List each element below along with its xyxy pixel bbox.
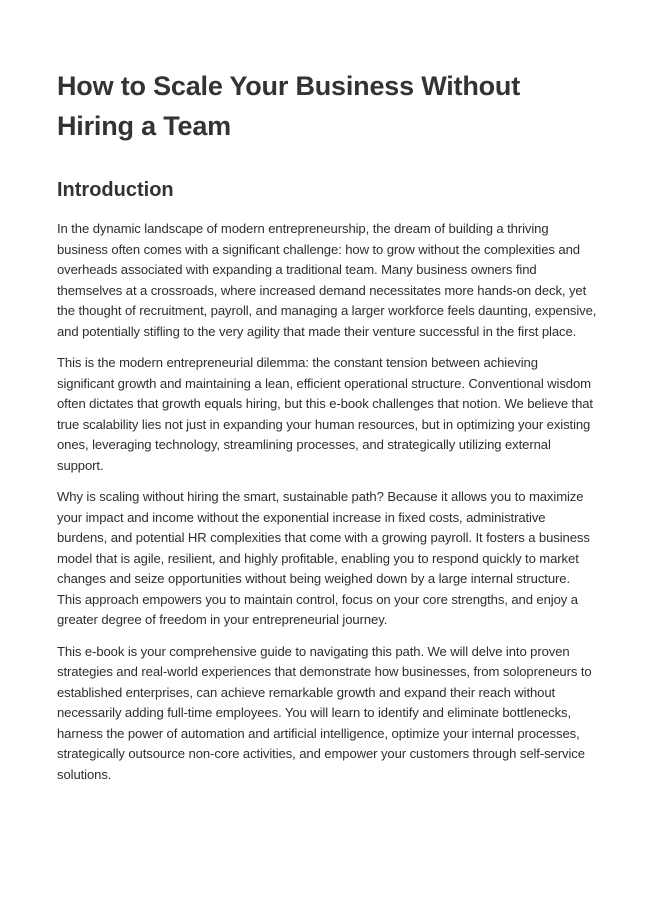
intro-paragraph-2: This is the modern entrepreneurial dilemma: the constant tension between achieving significant growth and maintaining a lean, efficient operational structure. Conventional wisdom often dictates that growth equals hiring, but this e-book challenges that notion. We believe that true scalability lies not just in expanding your human resources, but in optimizing your existing ones, leveraging technology, streamlining processes, and strategically utilizing external support.	[57, 355, 593, 473]
intro-paragraph-4: This e-book is your comprehensive guide to navigating this path. We will delve into proven strategies and real-world experiences that demonstrate how businesses, from solopreneurs to established enterprises, can achieve remarkable growth and expand their reach without necessarily adding full-time employees. You will learn to identify and eliminate bottlenecks, harness the power of automation and artificial intelligence, optimize your internal processes, strategically outsource non-core activities, and empower your customers through self-service solutions.	[57, 643, 592, 782]
section-heading-introduction: Introduction	[57, 179, 174, 201]
document-title: How to Scale Your Business Without Hiring a Team	[57, 71, 521, 141]
document-page	[57, 66, 597, 785]
intro-paragraph-3: Why is scaling without hiring the smart, sustainable path? Because it allows you to maximize your impact and income without the exponential increase in fixed costs, administrative burdens, and potential HR complexities that come with a growing payroll. It fosters a business model that is agile, resilient, and highly profitable, enabling you to respond quickly to market changes and seize opportunities without being weighed down by a large internal structure. This approach empowers you to maintain control, focus on your core strengths, and enjoy a greater degree of freedom in your entrepreneurial journey.	[57, 489, 590, 627]
intro-paragraph-1: In the dynamic landscape of modern entrepreneurship, the dream of building a thriving business often comes with a significant challenge: how to grow without the complexities and overheads associated with expanding a traditional team. Many business owners find themselves at a crossroads, where increased demand necessitates more hands-on deck, yet the thought of recruitment, payroll, and managing a larger workforce feels daunting, expensive, and potentially stifling to the very agility that made their venture successful in the first place.	[57, 221, 597, 339]
